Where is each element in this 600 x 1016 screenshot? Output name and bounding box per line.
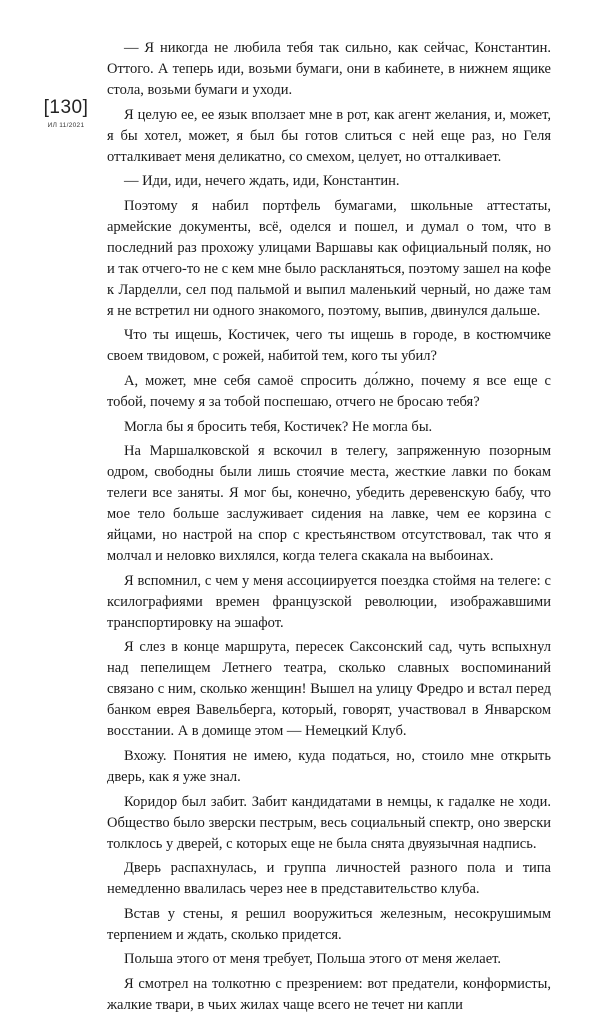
- issue-label: ИЛ 11/2021: [47, 122, 85, 129]
- paragraph: Я вспомнил, с чем у меня ассоциируется поездка стоймя на телеге: с ксилографиями времен французской революции, изображавшими транспортировку на эшафот.: [107, 572, 551, 631]
- paragraph: Польша этого от меня требует, Польша этого от меня желает.: [124, 951, 501, 968]
- paragraph: — Я никогда не любила тебя так сильно, как сейчас, Константин. Оттого. А теперь иди, возьми бумаги, они в кабинете, в нижнем ящике стола, возьми бумаги и уходи.: [107, 40, 551, 98]
- paragraph: — Иди, иди, нечего ждать, иди, Константин.: [124, 173, 400, 190]
- paragraph: Что ты ищешь, Костичек, чего ты ищешь в городе, в костюмчике своем твидовом, с рожей, набитой тем, кого ты убил?: [107, 327, 551, 365]
- paragraph: Я слез в конце маршрута, пересек Саксонский сад, чуть вспыхнул над пепелищем Летнего театра, сколько славных воспоминаний связано с ним, сколько женщин! Вышел на улицу Фредро и встал перед банком еврея Вавельберга, который, говорят, участвовал в Январском восстании. А в домище этом — Немецкий Клуб.: [107, 639, 551, 740]
- paragraph: Могла бы я бросить тебя, Костичек? Не могла бы.: [124, 418, 433, 435]
- page-number: [130]: [43, 97, 89, 118]
- paragraph: Дверь распахнулась, и группа личностей разного пола и типа немедленно ввалилась через нее в представительство клуба.: [107, 860, 551, 898]
- paragraph: Поэтому я набил портфель бумагами, школьные аттестаты, армейские документы, всё, оделся и пошел, и думал о том, что в последний раз прохожу улицами Варшавы как официальный поляк, но и так отчего-то не с кем мне было раскланяться, поэтому зашел на кофе к Ларделли, сел под пальмой и выпил маленький черный, но даже там я не встретил ни одного знакомого, поэтому, выпив, двинулся дальше.: [107, 197, 551, 319]
- body-text: [107, 38, 551, 1016]
- paragraph: А, может, мне себя самоё спросить до́лжно, почему я все еще с тобой, почему я за тобой поспешаю, отчего не бросаю тебя?: [107, 372, 551, 410]
- paragraph: Вхожу. Понятия не имею, куда податься, но, стоило мне открыть дверь, как я уже знал.: [107, 747, 551, 785]
- paragraph: Я целую ее, ее язык вползает мне в рот, как агент желания, и, может, я бы хотел, может, я был бы готов слиться с ней еще раз, но Геля отталкивает меня деликатно, со смехом, целует, но отталкивает.: [107, 106, 551, 165]
- paragraph: На Маршалковской я вскочил в телегу, запряженную позорным одром, свободны были лишь стоячие места, жесткие лавки по бокам телеги все заняты. Я мог бы, конечно, убедить деревенскую бабу, что мое тело больше заслуживает сидения на лавке, чем ее корзина с яйцами, но настрой на спор с крестьянством отсутствовал, так что я молчал и неловко вихлялся, когда телега скакала на выбоинах.: [107, 443, 551, 565]
- paragraph: Коридор был забит. Забит кандидатами в немцы, к гадалке не ходи. Общество было зверски пестрым, весь социальный спектр, оно зверски толклось у дверей, с которых еще не была снята двуязычная надпись.: [107, 793, 551, 852]
- paragraph: Я смотрел на толкотню с презрением: вот предатели, конформисты, жалкие твари, в чьих жилах чаще всего не течет ни капли: [107, 975, 551, 1013]
- paragraph: Встав у стены, я решил вооружиться железным, несокрушимым терпением и ждать, сколько придется.: [107, 905, 551, 943]
- page-marker: [33, 98, 99, 129]
